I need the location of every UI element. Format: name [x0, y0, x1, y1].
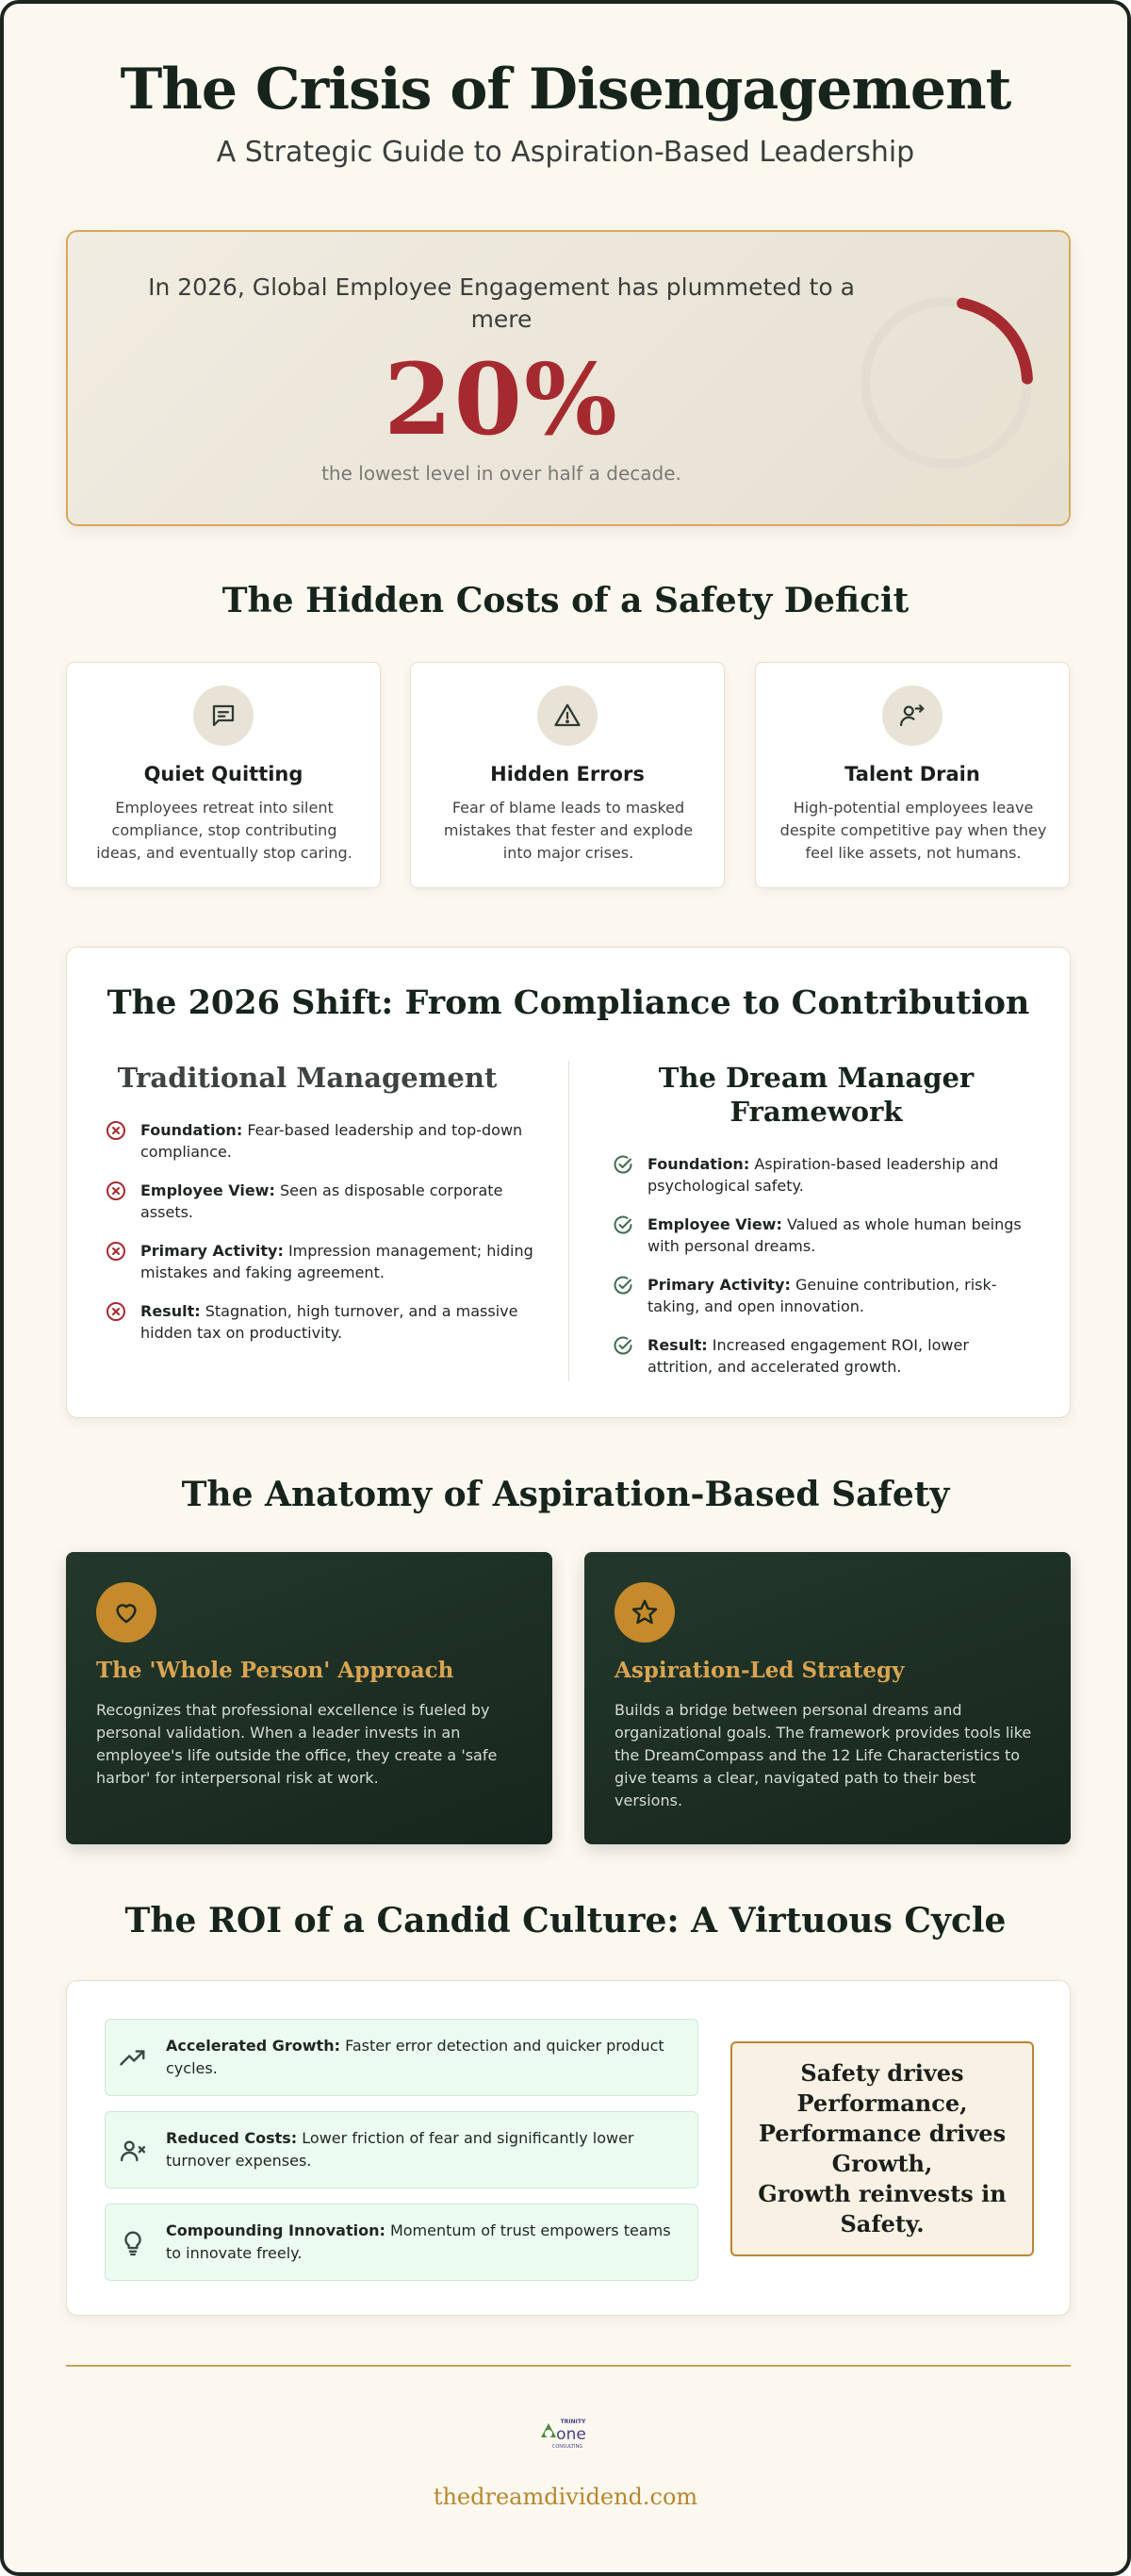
- roi-section-title: The ROI of a Candid Culture: A Virtuous Cycle: [124, 1901, 1007, 1940]
- check-circle-icon: [612, 1274, 634, 1296]
- stat-lead-text: In 2026, Global Employee Engagement has plummeted to a mere: [148, 273, 855, 333]
- warning-triangle-icon: [537, 685, 598, 746]
- roi-item-text: Momentum of trust empowers teams to innovate freely.: [166, 2221, 671, 2262]
- row-label: Result:: [647, 1336, 708, 1354]
- row-text: Increased engagement ROI, lower attrition, and accelerated growth.: [647, 1336, 969, 1376]
- row-text: Seen as disposable corporate assets.: [140, 1181, 503, 1221]
- page-title: The Crisis of Disengagement: [120, 57, 1011, 123]
- row-label: Foundation:: [647, 1155, 750, 1173]
- roi-item-growth: [105, 2019, 698, 2096]
- row-label: Employee View:: [647, 1215, 782, 1233]
- anatomy-card-aspiration-strategy: [584, 1552, 1071, 1844]
- costs-section-title: The Hidden Costs of a Safety Deficit: [221, 581, 910, 620]
- logo-text-top: TRINITY: [560, 2419, 586, 2425]
- logo-text-bottom: CONSULTING: [551, 2444, 583, 2450]
- comparison-panel: [66, 947, 1071, 1418]
- page-subtitle: A Strategic Guide to Aspiration-Based Leadership: [216, 136, 915, 169]
- cost-card-title: Talent Drain: [844, 763, 980, 785]
- row-label: Primary Activity:: [140, 1242, 284, 1260]
- cost-card-description: High-potential employees leave despite competitive pay when they feel like assets, not humans.: [779, 799, 1047, 862]
- user-leaving-icon: [882, 685, 942, 746]
- logo-text-mid: one: [556, 2425, 586, 2444]
- anatomy-card-description: Builds a bridge between personal dreams and organizational goals. The framework provides tools like the DreamCompass and the 12 Life Characteristics to give teams a clear, navigated path to their best versions.: [615, 1701, 1032, 1809]
- traditional-row: [105, 1119, 538, 1163]
- row-text: Genuine contribution, risk-taking, and open innovation.: [647, 1276, 997, 1315]
- engagement-progress-arc: [962, 304, 1027, 379]
- heart-icon: [96, 1582, 156, 1643]
- row-label: Foundation:: [140, 1121, 243, 1139]
- x-circle-icon: [105, 1300, 127, 1323]
- row-text: Fear-based leadership and top-down compliance.: [140, 1121, 523, 1161]
- traditional-heading: Traditional Management: [117, 1062, 498, 1094]
- stat-note: the lowest level in over half a decade.: [321, 462, 681, 485]
- row-text: Aspiration-based leadership and psychological safety.: [647, 1155, 999, 1195]
- roi-item-text: Faster error detection and quicker product cycles.: [166, 2037, 664, 2077]
- traditional-row: [105, 1300, 538, 1344]
- virtuous-cycle-text: Safety drives Performance, Performance drives Growth, Growth reinvests in Safety.: [758, 2059, 1007, 2237]
- footer-divider: [66, 2365, 1071, 2367]
- cost-card-hidden-errors: [410, 662, 725, 888]
- cost-card-title: Hidden Errors: [490, 763, 645, 785]
- traditional-row: [105, 1240, 538, 1283]
- anatomy-card-title: Aspiration-Led Strategy: [615, 1658, 905, 1683]
- row-text: Impression management; hiding mistakes and faking agreement.: [140, 1242, 533, 1281]
- traditional-row: [105, 1180, 538, 1223]
- cost-card-description: Fear of blame leads to masked mistakes that fester and explode into major crises.: [443, 799, 694, 862]
- cost-card-talent-drain: [755, 662, 1070, 888]
- row-text: Valued as whole human beings with personal dreams.: [647, 1215, 1022, 1255]
- roi-item-costs: [105, 2111, 698, 2188]
- check-circle-icon: [612, 1214, 634, 1236]
- footer-website-link[interactable]: thedreamdividend.com: [433, 2484, 698, 2510]
- cost-card-title: Quiet Quitting: [143, 763, 303, 785]
- row-label: Employee View:: [140, 1181, 275, 1199]
- roi-panel: [66, 1980, 1071, 2316]
- x-circle-icon: [105, 1240, 127, 1263]
- roi-item-label: Accelerated Growth:: [166, 2037, 340, 2055]
- row-label: Primary Activity:: [647, 1276, 791, 1294]
- engagement-stat-box: [66, 230, 1071, 526]
- roi-item-text: Lower friction of fear and significantly lower turnover expenses.: [166, 2129, 634, 2170]
- anatomy-section-title: The Anatomy of Aspiration-Based Safety: [181, 1475, 950, 1514]
- roi-item-label: Compounding Innovation:: [166, 2221, 385, 2239]
- anatomy-card-whole-person: [66, 1552, 552, 1844]
- message-square-icon: [193, 685, 254, 746]
- roi-item-label: Reduced Costs:: [166, 2129, 298, 2147]
- x-circle-icon: [105, 1180, 127, 1202]
- anatomy-card-description: Recognizes that professional excellence is fueled by personal validation. When a leader invests in an employee's life outside the office, they create a 'safe harbor' for interpersonal risk at work.: [96, 1701, 498, 1787]
- dream-row: [612, 1274, 1026, 1317]
- check-circle-icon: [612, 1153, 634, 1176]
- column-divider: [568, 1061, 569, 1381]
- dream-manager-heading: The Dream Manager Framework: [658, 1062, 975, 1128]
- dream-row: [612, 1153, 1026, 1197]
- stat-value: 20%: [384, 341, 619, 457]
- anatomy-card-title: The 'Whole Person' Approach: [96, 1658, 454, 1683]
- user-remove-icon: [119, 2137, 147, 2165]
- dream-row: [612, 1334, 1026, 1378]
- cost-card-description: Employees retreat into silent compliance, stop contributing ideas, and eventually stop caring.: [96, 799, 352, 862]
- lightbulb-icon: [119, 2229, 147, 2257]
- roi-item-innovation: [105, 2204, 698, 2281]
- x-circle-icon: [105, 1119, 127, 1142]
- trending-up-icon: [119, 2044, 147, 2072]
- engagement-progress-ring: [852, 289, 1041, 477]
- star-icon: [615, 1582, 675, 1643]
- cost-card-quiet-quitting: [66, 662, 381, 888]
- row-text: Stagnation, high turnover, and a massive hidden tax on productivity.: [140, 1302, 518, 1342]
- comparison-title: The 2026 Shift: From Compliance to Contribution: [107, 983, 1030, 1022]
- dream-row: [612, 1214, 1026, 1257]
- trinity-one-consulting-logo: [537, 2416, 594, 2453]
- row-label: Result:: [140, 1302, 201, 1320]
- virtuous-cycle-box: [730, 2041, 1034, 2256]
- check-circle-icon: [612, 1334, 634, 1357]
